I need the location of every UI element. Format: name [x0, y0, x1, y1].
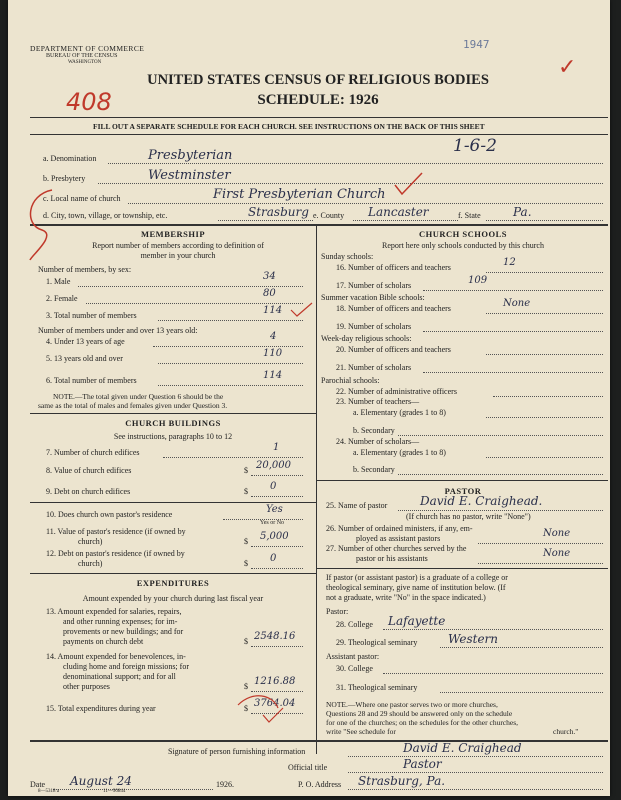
members-by-sex-label: Number of members, by sex:	[38, 265, 132, 274]
schools-intro: Report here only schools conducted by this church	[382, 241, 544, 250]
q23-label: 23. Number of teachers—	[336, 397, 420, 406]
q11-value: 5,000	[260, 531, 289, 542]
q25-value: David E. Craighead.	[420, 494, 543, 508]
q22-label: 22. Number of administrative officers	[336, 387, 457, 396]
q2-label: 2. Female	[46, 294, 78, 303]
q19-label: 19. Number of scholars	[336, 322, 412, 331]
weekday-schools-label: Week-day religious schools:	[321, 334, 412, 343]
q4-label: 4. Under 13 years of age	[46, 337, 125, 346]
q17-value: 109	[468, 275, 488, 286]
city-value: Strasburg	[248, 205, 309, 219]
pastor-note-4: write "See schedule for	[326, 727, 396, 736]
bureau: BUREAU OF THE CENSUS	[46, 53, 118, 59]
handwritten-code: 1-6-2	[453, 136, 497, 156]
q4-value: 4	[270, 331, 277, 342]
presbytery-label: b. Presbytery	[43, 174, 86, 183]
q8-value: 20,000	[256, 460, 291, 471]
q13-value: 2548.16	[254, 631, 296, 642]
official-title-label: Official title	[288, 763, 328, 772]
date-label: Date	[30, 780, 46, 789]
q30-label: 30. College	[336, 664, 373, 673]
q10-value: Yes	[266, 504, 283, 515]
pastor-note-2: Questions 28 and 29 should be answered only on the schedule	[326, 709, 513, 718]
q13-label-3: provements or new buildings; and for	[63, 627, 184, 636]
q8-label: 8. Value of church edifices	[46, 466, 132, 475]
form-number: 8—5318 a	[38, 789, 59, 794]
q24-label: 24. Number of scholars—	[336, 437, 420, 446]
q26-label-2: ployed as assistant pastors	[356, 534, 441, 543]
date-year: 1926.	[216, 780, 234, 789]
q12-label: 12. Debt on pastor's residence (if owned by	[46, 549, 185, 558]
q13-dollar: $	[244, 637, 248, 646]
county-label: e. County	[313, 211, 345, 220]
q25-label: 25. Name of pastor	[326, 501, 388, 510]
q9-label: 9. Debt on church edifices	[46, 487, 131, 496]
red-handwritten-number: 408	[66, 88, 112, 116]
q9-value: 0	[270, 481, 277, 492]
q18-label: 18. Number of officers and teachers	[336, 304, 451, 313]
expenditures-intro: Amount expended by your church during last fiscal year	[82, 594, 264, 603]
q2-value: 80	[263, 288, 276, 299]
q18-value: None	[503, 298, 531, 309]
red-check-mark: ✓	[558, 55, 577, 80]
census-form	[8, 0, 610, 796]
yes-or-no-hint: Yes or No	[260, 520, 285, 526]
schools-title: CHURCH SCHOOLS	[419, 229, 507, 239]
q15-label: 15. Total expenditures during year	[46, 704, 156, 713]
q23a-label: a. Elementary (grades 1 to 8)	[353, 408, 446, 417]
pastor-note: NOTE.—Where one pastor serves two or more churches,	[326, 700, 498, 709]
denomination-label: a. Denomination	[43, 154, 97, 163]
membership-note: NOTE.—The total given under Question 6 should be the	[53, 392, 224, 401]
q20-label: 20. Number of officers and teachers	[336, 345, 451, 354]
q14-value: 1216.88	[254, 676, 296, 687]
q17-label: 17. Number of scholars	[336, 281, 412, 290]
q23b-label: b. Secondary	[353, 426, 395, 435]
church-name-value: First Presbyterian Church	[213, 187, 386, 202]
q13-label-4: payments on church debt	[63, 637, 144, 646]
church-name-label: c. Local name of church	[43, 194, 121, 203]
q3-label: 3. Total number of members	[46, 311, 137, 320]
pastor-note-5: church."	[553, 727, 579, 736]
age-label: Number of members under and over 13 years old:	[38, 326, 198, 335]
q9-dollar: $	[244, 487, 248, 496]
red-check-mark-4	[233, 690, 296, 730]
q10-label: 10. Does church own pastor's residence	[46, 510, 173, 519]
city-label: d. City, town, village, or township, etc.	[43, 211, 168, 220]
q11-label: 11. Value of pastor's residence (if owned by	[46, 527, 186, 536]
signature-value: David E. Craighead	[403, 741, 522, 755]
form-title: UNITED STATES CENSUS OF RELIGIOUS BODIES	[147, 72, 489, 88]
pastor-note-3: for one of the churches; on the schedules for the other churches,	[326, 718, 519, 727]
q12-dollar: $	[244, 559, 248, 568]
buildings-intro: See instructions, paragraphs 10 to 12	[113, 432, 233, 441]
county-value: Lancaster	[368, 205, 429, 219]
q1-label: 1. Male	[46, 277, 71, 286]
q5-label: 5. 13 years old and over	[46, 354, 123, 363]
q14-dollar: $	[244, 682, 248, 691]
q27-label-2: pastor or his assistants	[356, 554, 428, 563]
q6-value: 114	[263, 370, 283, 381]
state-value: Pa.	[513, 205, 532, 219]
q13-label: 13. Amount expended for salaries, repairs,	[46, 607, 182, 616]
pastor-sub-label: Pastor:	[326, 607, 349, 616]
q12-value: 0	[270, 553, 277, 564]
state-label: f. State	[458, 211, 481, 220]
schedule-title: SCHEDULE: 1926	[257, 92, 379, 108]
q24a-label: a. Elementary (grades 1 to 8)	[353, 448, 446, 457]
membership-intro-2: member in your church	[140, 251, 216, 260]
q1-value: 34	[263, 271, 276, 282]
summer-schools-label: Summer vacation Bible schools:	[321, 293, 425, 302]
red-margin-mark	[22, 185, 62, 265]
q21-label: 21. Number of scholars	[336, 363, 412, 372]
red-check-mark-3	[288, 300, 318, 320]
q31-label: 31. Theological seminary	[336, 683, 418, 692]
membership-note-2: same as the total of males and females given under Question 3.	[38, 401, 228, 410]
q14-label-4: other purposes	[63, 682, 110, 691]
stamp-number: 1947	[463, 38, 490, 51]
q15-value: 3764.04	[254, 698, 296, 709]
q12-label-2: church)	[78, 559, 103, 568]
q28-value: Lafayette	[388, 614, 446, 628]
official-title-value: Pastor	[403, 757, 442, 771]
graduate-instructions-3: not a graduate, write "No" in the space indicated.)	[326, 593, 486, 602]
q8-dollar: $	[244, 466, 248, 475]
po-address-value: Strasburg, Pa.	[358, 774, 446, 788]
graduate-instructions: If pastor (or assistant pastor) is a graduate of a college or	[326, 573, 508, 582]
department: DEPARTMENT OF COMMERCE	[30, 44, 145, 53]
q3-value: 114	[263, 305, 283, 316]
buildings-title: CHURCH BUILDINGS	[125, 418, 221, 428]
q29-label: 29. Theological seminary	[336, 638, 418, 647]
q11-dollar: $	[244, 537, 248, 546]
date-value: August 24	[70, 774, 132, 788]
q7-label: 7. Number of church edifices	[46, 448, 140, 457]
instruction-line: FILL OUT A SEPARATE SCHEDULE FOR EACH CHURCH. SEE INSTRUCTIONS ON THE BACK OF THIS SHEET	[93, 122, 485, 131]
q15-dollar: $	[244, 704, 248, 713]
q14-label-2: cluding home and foreign missions; for	[63, 662, 189, 671]
q27-value: None	[543, 548, 571, 559]
pastor-title: PASTOR	[444, 486, 482, 496]
assistant-pastor-label: Assistant pastor:	[326, 652, 380, 661]
signature-label: Signature of person furnishing information	[168, 747, 306, 756]
q5-value: 110	[263, 348, 283, 359]
q24b-label: b. Secondary	[353, 465, 395, 474]
q26-value: None	[543, 528, 571, 539]
q11-label-2: church)	[78, 537, 103, 546]
q26-label: 26. Number of ordained ministers, if any, em-	[326, 524, 473, 533]
q13-label-2: and other running expenses; for im-	[63, 617, 178, 626]
city: WASHINGTON	[68, 60, 102, 65]
sunday-schools-label: Sunday schools:	[321, 252, 374, 261]
q28-label: 28. College	[336, 620, 373, 629]
graduate-instructions-2: theological seminary, give name of institution below. (If	[326, 583, 506, 592]
parochial-schools-label: Parochial schools:	[321, 376, 380, 385]
membership-title: MEMBERSHIP	[140, 229, 206, 239]
membership-intro: Report number of members according to definition of	[92, 241, 264, 250]
q16-value: 12	[503, 257, 516, 268]
q27-label: 27. Number of other churches served by the	[326, 544, 467, 553]
q25-note: (If church has no pastor, write "None")	[406, 512, 531, 521]
q14-label-3: denominational support; and for all	[63, 672, 176, 681]
red-check-mark-2	[390, 170, 430, 200]
q6-label: 6. Total number of members	[46, 376, 137, 385]
po-address-label: P. O. Address	[298, 780, 342, 789]
print-number: 11—90844	[103, 789, 126, 794]
q16-label: 16. Number of officers and teachers	[336, 263, 451, 272]
denomination-value: Presbyterian	[148, 148, 233, 163]
presbytery-value: Westminster	[148, 168, 231, 183]
q7-value: 1	[273, 442, 280, 453]
q14-label: 14. Amount expended for benevolences, in-	[46, 652, 186, 661]
q29-value: Western	[448, 632, 499, 646]
expenditures-title: EXPENDITURES	[136, 578, 210, 588]
